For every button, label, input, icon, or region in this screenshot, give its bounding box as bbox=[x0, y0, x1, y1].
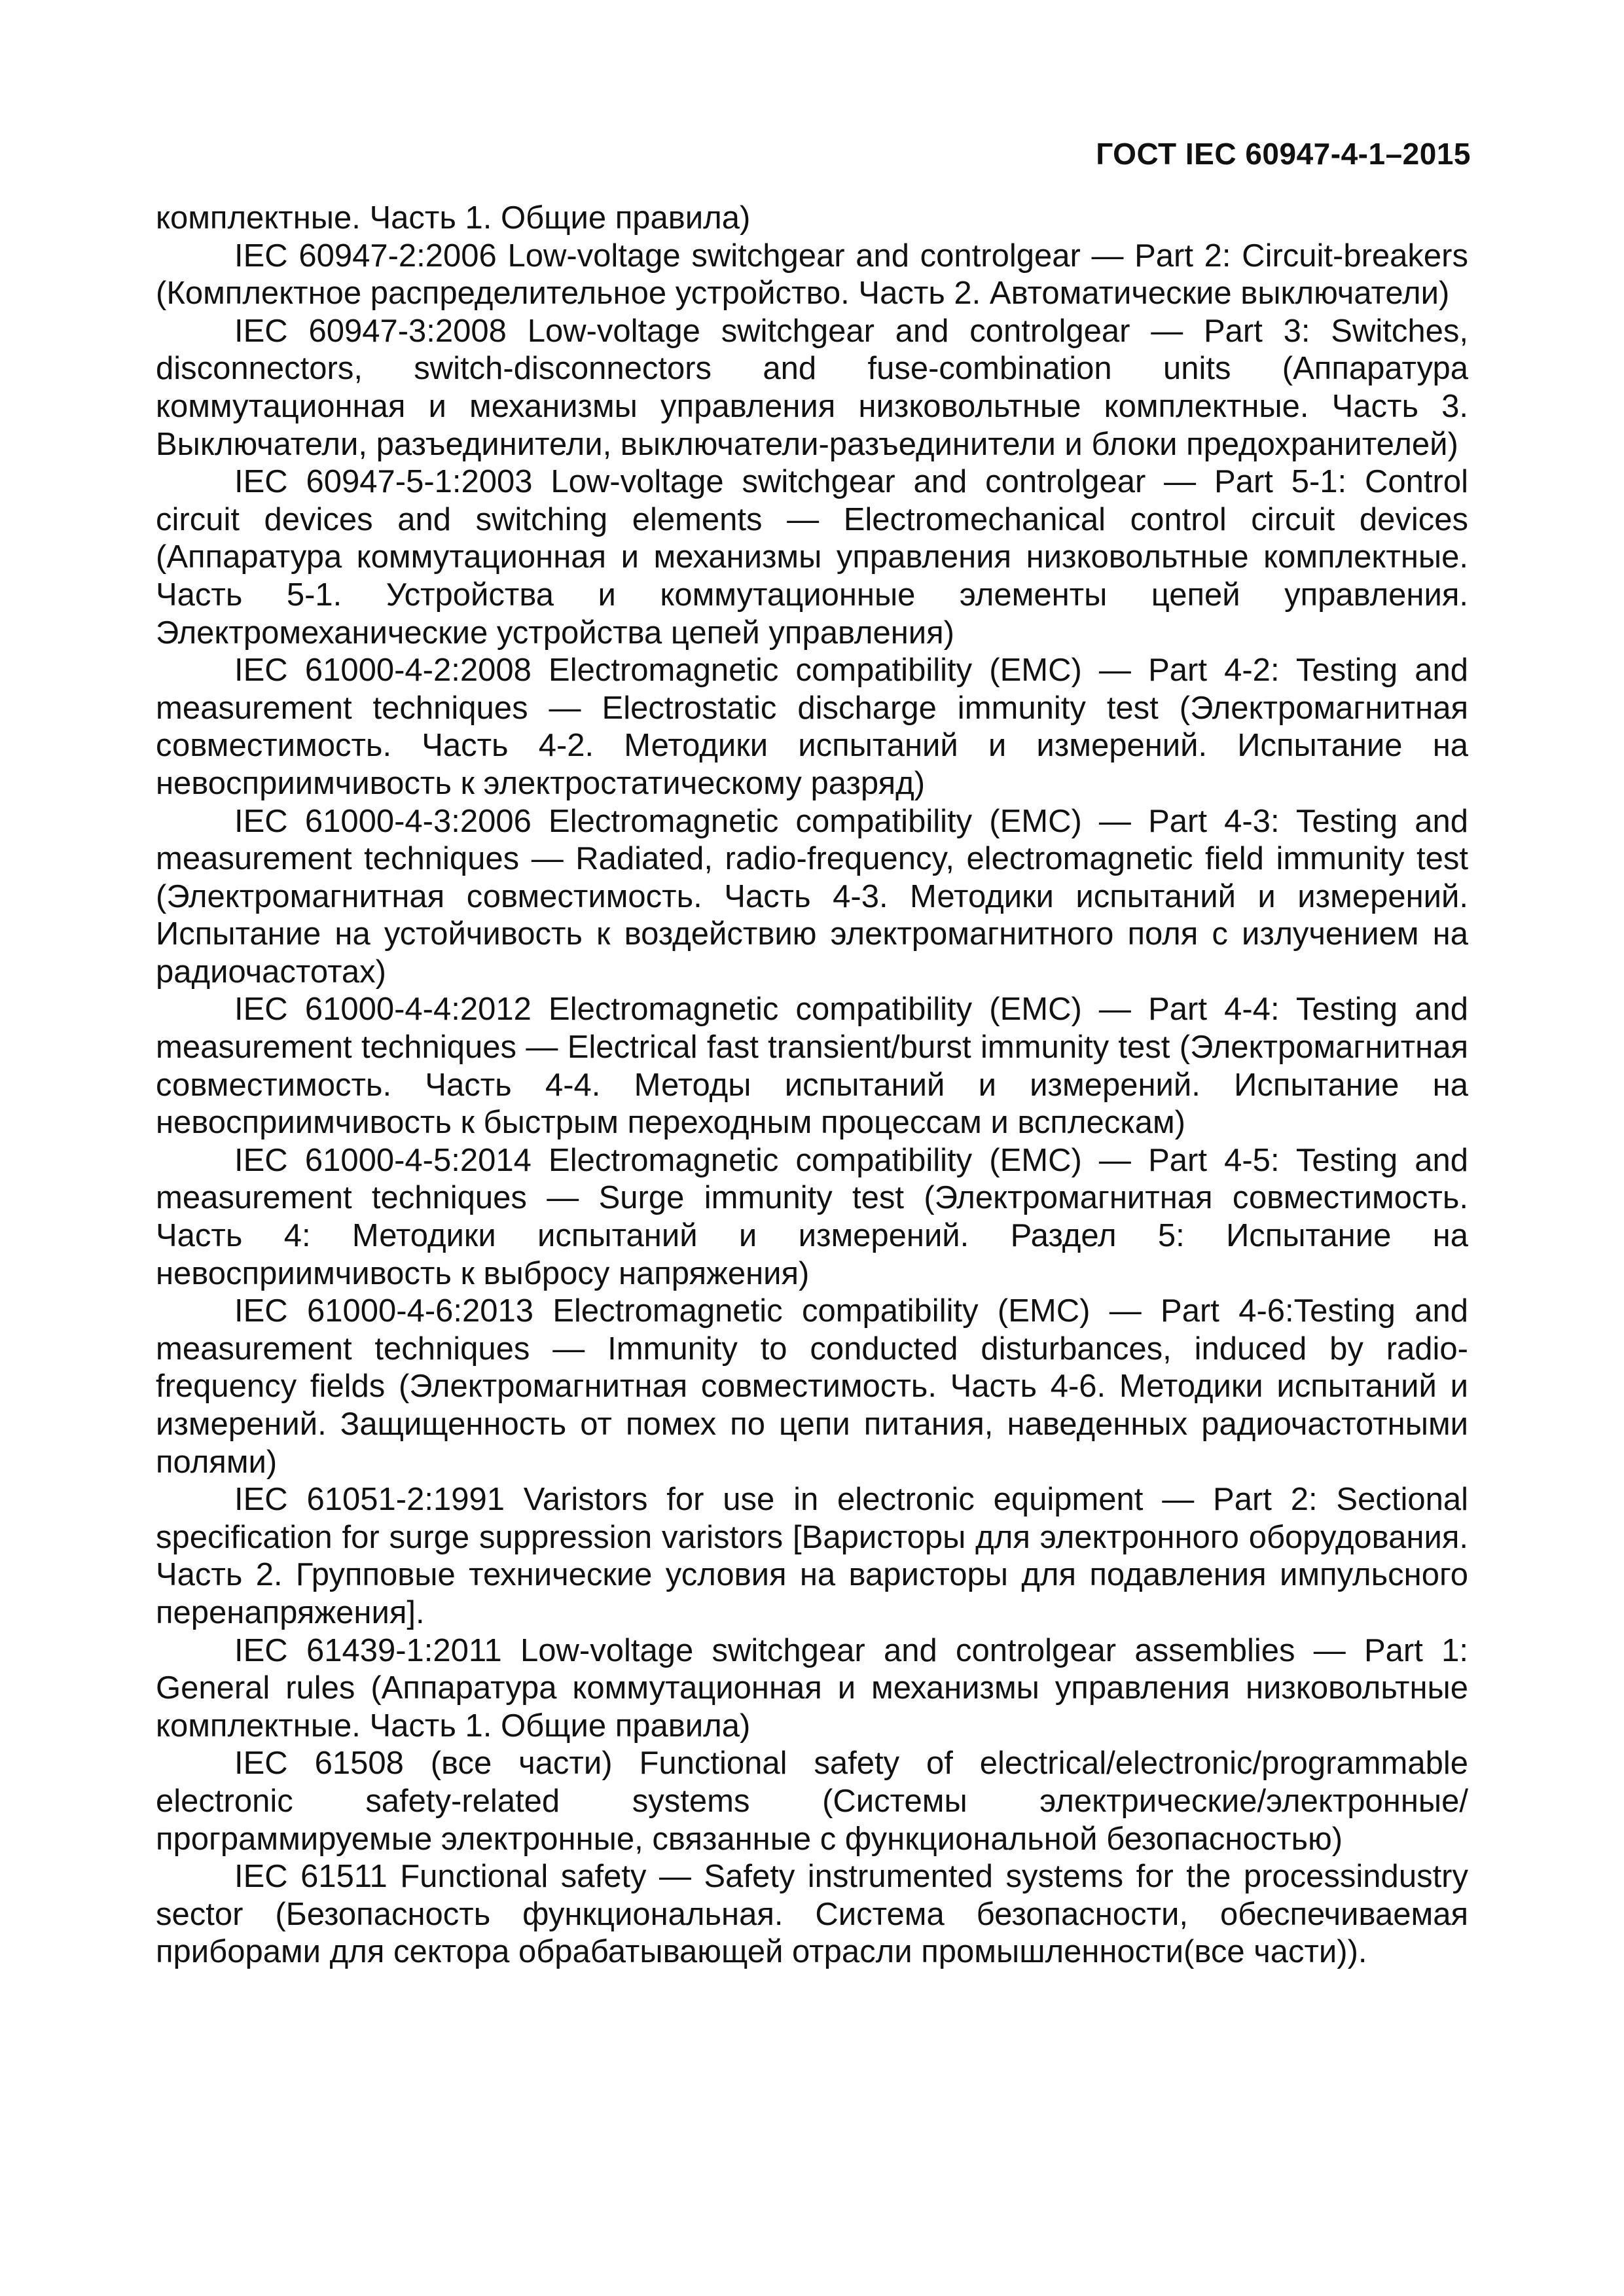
reference-iec-61000-4-6: IEC 61000-4-6:2013 Electromagnetic compatibility (EMC) — Part 4-6:Testing and measurement techniques — Immunity to conducted disturbances, induced by radio-frequency fields (Электромагнитная совместимость. Часть 4-6. Методики испытаний и измерений. Защищенность от помех по цепи питания, наведенных радиочастотными полями) bbox=[156, 1293, 1468, 1480]
reference-iec-61051-2: IEC 61051-2:1991 Varistors for use in electronic equipment — Part 2: Sectional specification for surge suppression varistors [Варисторы для электронного оборудования. Часть 2. Групповые технические условия на варисторы для подавления импульсного перенапряжения]. bbox=[156, 1482, 1468, 1630]
reference-iec-61000-4-5: IEC 61000-4-5:2014 Electromagnetic compatibility (EMC) — Part 4-5: Testing and measurement techniques — Surge immunity test (Электромагнитная совместимость. Часть 4: Методики испытаний и измерений. Раздел 5: Испытание на невосприимчивость к выбросу напряжения) bbox=[156, 1142, 1468, 1291]
document-code-header: ГОСТ IEC 60947-4-1–2015 bbox=[1096, 137, 1471, 171]
reference-iec-60947-3: IEC 60947-3:2008 Low-voltage switchgear and controlgear — Part 3: Switches, disconnectors, switch-disconnectors and fuse-combination units (Аппаратура коммутационная и механизмы управления низковольтные комплектные. Часть 3. Выключатели, разъединители, выключатели-разъединители и блоки предохранителей) bbox=[156, 313, 1468, 462]
reference-iec-61439-1: IEC 61439-1:2011 Low-voltage switchgear and controlgear assemblies — Part 1: General rules (Аппаратура коммутационная и механизмы управления низковольтные комплектные. Часть 1. Общие правила) bbox=[156, 1632, 1468, 1744]
reference-iec-61000-4-4: IEC 61000-4-4:2012 Electromagnetic compatibility (EMC) — Part 4-4: Testing and measurement techniques — Electrical fast transient/burst immunity test (Электромагнитная совместимость. Часть 4-4. Методы испытаний и измерений. Испытание на невосприимчивость к быстрым переходным процессам и всплескам) bbox=[156, 992, 1468, 1141]
reference-iec-61000-4-2: IEC 61000-4-2:2008 Electromagnetic compatibility (EMC) — Part 4-2: Testing and measurement techniques — Electrostatic discharge immunity test (Электромагнитная совместимость. Часть 4-2. Методики испытаний и измерений. Испытание на невосприимчивость к электростатическому разряд) bbox=[156, 653, 1468, 801]
reference-iec-60947-5-1: IEC 60947-5-1:2003 Low-voltage switchgear and controlgear — Part 5-1: Control circuit devices and switching elements — Electromechanical control circuit devices (Аппаратура коммутационная и механизмы управления низковольтные комплектные. Часть 5-1. Устройства и коммутационные элементы цепей управления. Электромеханические устройства цепей управления) bbox=[156, 464, 1468, 651]
document-body bbox=[156, 200, 1468, 1971]
paragraph-continuation: комплектные. Часть 1. Общие правила) bbox=[156, 200, 751, 236]
reference-iec-61000-4-3: IEC 61000-4-3:2006 Electromagnetic compatibility (EMC) — Part 4-3: Testing and measurement techniques — Radiated, radio-frequency, electromagnetic field immunity test (Электромагнитная совместимость. Часть 4-3. Методики испытаний и измерений. Испытание на устойчивость к воздействию электромагнитного поля с излучением на радиочастотах) bbox=[156, 803, 1468, 990]
reference-iec-61511: IEC 61511 Functional safety — Safety instrumented systems for the processindustry sector (Безопасность функциональная. Система безопасности, обеспечиваемая приборами для сектора обрабатывающей отрасли промышленности(все части)). bbox=[156, 1859, 1468, 1970]
reference-iec-60947-2: IEC 60947-2:2006 Low-voltage switchgear and controlgear — Part 2: Circuit-breakers (Комплектное распределительное устройство. Часть 2. Автоматические выключатели) bbox=[156, 238, 1468, 312]
reference-iec-61508: IEC 61508 (все части) Functional safety of electrical/electronic/programmable electronic safety-related systems (Системы электрические/электронные/программируемые электронные, связанные с функциональной безопасностью) bbox=[156, 1746, 1468, 1857]
